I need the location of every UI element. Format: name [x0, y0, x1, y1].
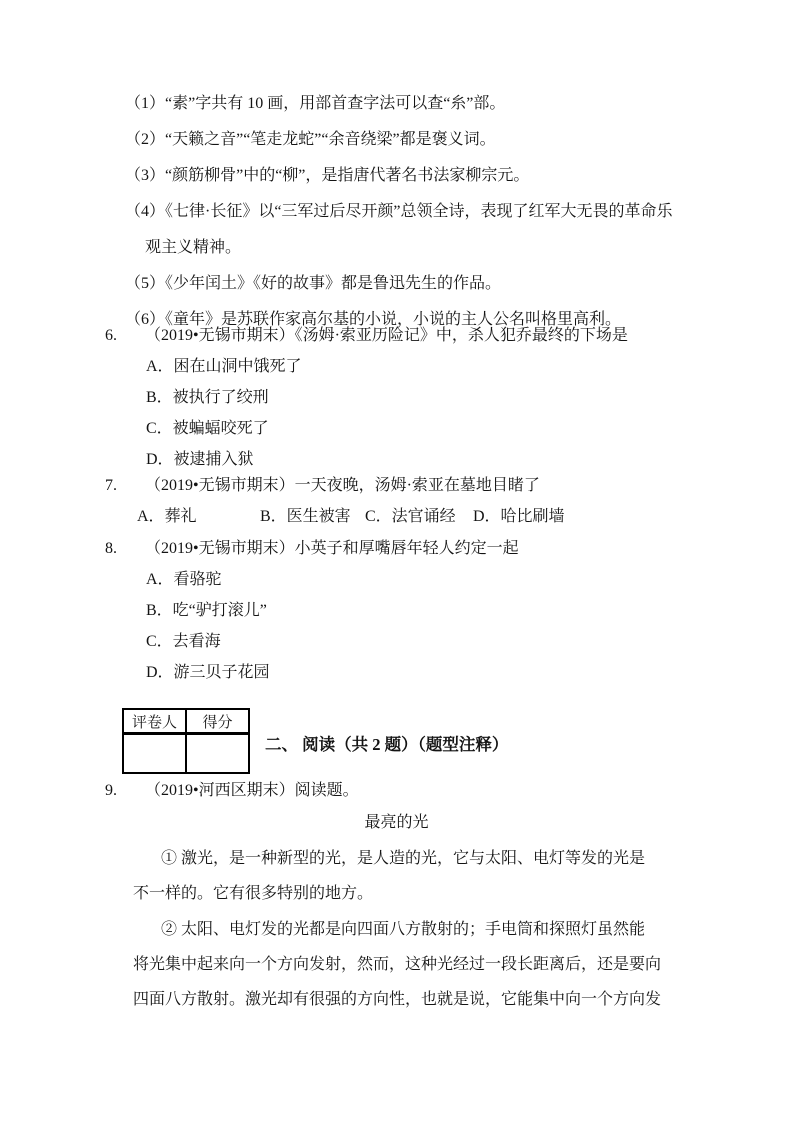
paragraph-line: 将光集中起来向一个方向发射，然而，这种光经过一段长距离后，还是要向	[133, 956, 662, 973]
question-stem: （2019•无锡市期末）《汤姆·索亚历险记》中，杀人犯乔最终的下场是	[145, 327, 628, 344]
paragraph-line: ① 激光，是一种新型的光，是人造的光，它与太阳、电灯等发的光是	[161, 850, 646, 867]
question-7	[105, 470, 540, 501]
statement-item: （6）《童年》是苏联作家高尔基的小说，小说的主人公名叫格里高利。	[125, 311, 622, 328]
score-header-cell: 得分	[186, 709, 249, 734]
question-number: 9.	[105, 782, 117, 799]
option-d: D．被逮捕入狱	[146, 451, 254, 468]
option-d: D．游三贝子花园	[146, 664, 270, 681]
option-c: C．去看海	[146, 633, 221, 650]
question-stem: （2019•无锡市期末）小英子和厚嘴唇年轻人约定一起	[145, 540, 519, 557]
question-stem: （2019•无锡市期末）一天夜晚，汤姆·索亚在墓地目睹了	[145, 477, 540, 494]
question-9	[105, 775, 359, 806]
option-c: C．法官诵经	[365, 508, 456, 525]
question-stem: （2019•河西区期末）阅读题。	[145, 782, 359, 799]
reading-title: 最亮的光	[364, 814, 429, 831]
paragraph-line: ② 太阳、电灯发的光都是向四面八方散射的；手电筒和探照灯虽然能	[161, 921, 646, 938]
option-d: D．哈比刷墙	[473, 508, 565, 525]
option-a: A．困在山洞中饿死了	[146, 358, 302, 375]
option-b: B．医生被害	[260, 508, 351, 525]
option-b: B．吃“驴打滚儿”	[146, 602, 267, 619]
question-8	[105, 533, 519, 564]
option-c: C．被蝙蝠咬死了	[146, 420, 269, 437]
question-number: 6.	[105, 327, 117, 344]
section-heading: 二、 阅读（共 2 题）（题型注释）	[265, 735, 509, 754]
statement-item-continuation: 观主义精神。	[145, 239, 242, 256]
statement-item: （3）“颜筋柳骨”中的“柳”，是指唐代著名书法家柳宗元。	[125, 167, 530, 184]
question-7-options	[137, 501, 565, 532]
paragraph-line: 四面八方散射。激光却有很强的方向性，也就是说，它能集中向一个方向发	[133, 991, 662, 1008]
statement-item: （4）《七律·长征》以“三军过后尽开颜”总领全诗，表现了红军大无畏的革命乐	[125, 203, 673, 220]
grader-value-cell	[123, 734, 186, 774]
option-b: B．被执行了绞刑	[146, 389, 269, 406]
statement-item: （5）《少年闰土》《好的故事》都是鲁迅先生的作品。	[125, 275, 502, 292]
question-number: 8.	[105, 540, 117, 557]
score-value-cell	[186, 734, 249, 774]
option-a: A．看骆驼	[146, 571, 222, 588]
question-number: 7.	[105, 477, 117, 494]
grader-table	[122, 708, 250, 774]
statement-item: （2）“天籁之音”“笔走龙蛇”“余音绕梁”都是褒义词。	[125, 131, 496, 148]
question-6	[105, 320, 628, 351]
option-a: A．葬礼	[137, 508, 197, 525]
paragraph-line: 不一样的。它有很多特别的地方。	[133, 885, 374, 902]
statement-item: （1）“素”字共有 10 画，用部首查字法可以查“糸”部。	[125, 95, 506, 112]
grader-header-cell: 评卷人	[123, 709, 186, 734]
